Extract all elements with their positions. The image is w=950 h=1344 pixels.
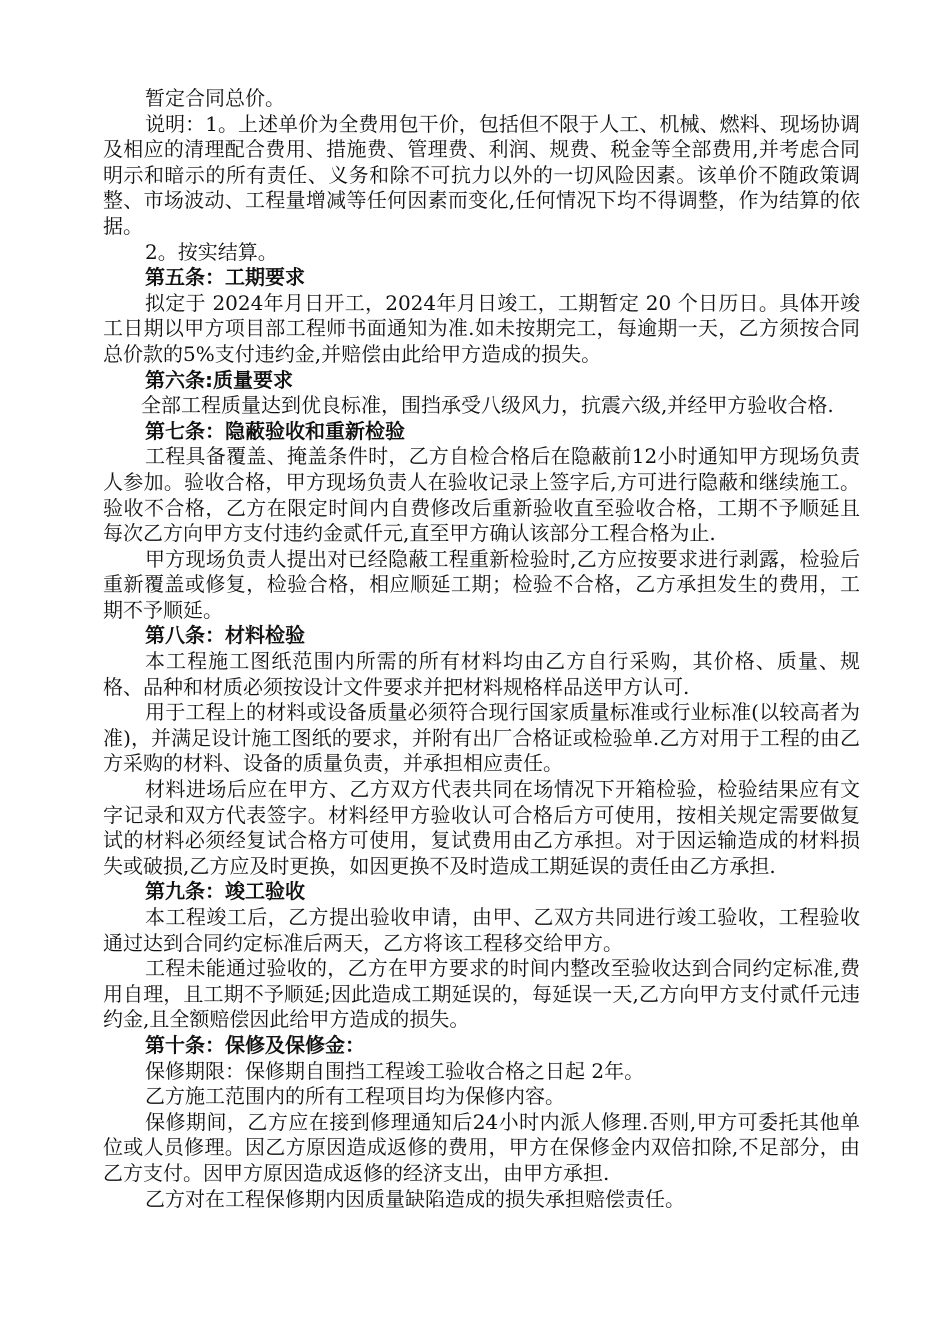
paragraph-material-standards: 用于工程上的材料或设备质量必须符合现行国家质量标准或行业标准(以较高者为准)，并满足设计施工图纸的要求，并附有出厂合格证或检验单.乙方对用于工程的由乙方采购的材料、设备的质量负责，并承担相应责任。	[103, 700, 860, 776]
paragraph-warranty-repair: 保修期间，乙方应在接到修理通知后24小时内派人修理.否则,甲方可委托其他单位或人员修理。因乙方原因造成返修的费用，甲方在保修金内双倍扣除,不足部分，由乙方支付。因甲方原因造成返修的经济支出，由甲方承担.	[103, 1109, 860, 1185]
heading-article-8: 第八条：材料检验	[145, 623, 305, 648]
paragraph-schedule: 拟定于 2024年月日开工，2024年月日竣工，工期暂定 20 个日历日。具体开竣工日期以甲方项目部工程师书面通知为准.如未按期完工，每逾期一天，乙方须按合同总价款的5%支付违约金,并赔偿由此给甲方造成的损失。	[103, 290, 860, 366]
paragraph-failed-acceptance: 工程未能通过验收的，乙方在甲方要求的时间内整改至验收达到合同约定标准,费用自理，且工期不予顺延;因此造成工期延误的，每延误一天,乙方向甲方支付贰仟元违约金,且全额赔偿因此给甲方造成的损失。	[103, 956, 860, 1032]
heading-article-5: 第五条：工期要求	[145, 265, 305, 290]
heading-article-10: 第十条：保修及保修金：	[145, 1032, 365, 1057]
paragraph-quality: 全部工程质量达到优良标准，围挡承受八级风力，抗震六级,并经甲方验收合格.	[141, 393, 834, 418]
paragraph-price-note: 说明：1。上述单价为全费用包干价，包括但不限于人工、机械、燃料、现场协调及相应的清理配合费用、措施费、管理费、利润、规费、税金等全部费用,并考虑合同明示和暗示的所有责任、义务和除不可抗力以外的一切风险因素。该单价不随政策调整、市场波动、工程量增减等任何因素而变化,任何情况下均不得调整，作为结算的依据。	[103, 111, 860, 238]
heading-article-7: 第七条：隐蔽验收和重新检验	[145, 418, 405, 443]
heading-article-9: 第九条：竣工验收	[145, 879, 305, 904]
paragraph-warranty-scope: 乙方施工范围内的所有工程项目均为保修内容。	[145, 1084, 565, 1109]
paragraph-contract-price: 暂定合同总价。	[145, 86, 285, 110]
paragraph-reinspection: 甲方现场负责人提出对已经隐蔽工程重新检验时,乙方应按要求进行剥露，检验后重新覆盖或修复，检验合格，相应顺延工期；检验不合格，乙方承担发生的费用，工期不予顺延。	[103, 546, 860, 622]
paragraph-warranty-liability: 乙方对在工程保修期内因质量缺陷造成的损失承担赔偿责任。	[145, 1186, 685, 1211]
paragraph-completion-acceptance: 本工程竣工后，乙方提出验收申请，由甲、乙双方共同进行竣工验收，工程验收通过达到合同约定标准后两天，乙方将该工程移交给甲方。	[103, 905, 860, 955]
paragraph-concealed-inspection: 工程具备覆盖、掩盖条件时，乙方自检合格后在隐蔽前12小时通知甲方现场负责人参加。验收合格，甲方现场负责人在验收记录上签字后,方可进行隐蔽和继续施工。验收不合格，乙方在限定时间内自费修改后重新验收直至验收合格，工期不予顺延且每次乙方向甲方支付违约金贰仟元,直至甲方确认该部分工程合格为止.	[103, 444, 860, 546]
paragraph-warranty-period: 保修期限：保修期自围挡工程竣工验收合格之日起 2年。	[145, 1058, 645, 1083]
heading-article-6: 第六条:质量要求	[145, 367, 293, 392]
paragraph-material-inspection: 材料进场后应在甲方、乙方双方代表共同在场情况下开箱检验，检验结果应有文字记录和双方代表签字。材料经甲方验收认可合格后方可使用，按相关规定需要做复试的材料必须经复试合格方可使用，复试费用由乙方承担。对于因运输造成的材料损失或破损,乙方应及时更换，如因更换不及时造成工期延误的责任由乙方承担.	[103, 777, 860, 878]
document-body	[103, 86, 860, 1212]
paragraph-settlement: 2。按实结算。	[145, 239, 278, 264]
paragraph-material-procurement: 本工程施工图纸范围内所需的所有材料均由乙方自行采购，其价格、质量、规格、品种和材质必须按设计文件要求并把材料规格样品送甲方认可.	[103, 649, 860, 699]
